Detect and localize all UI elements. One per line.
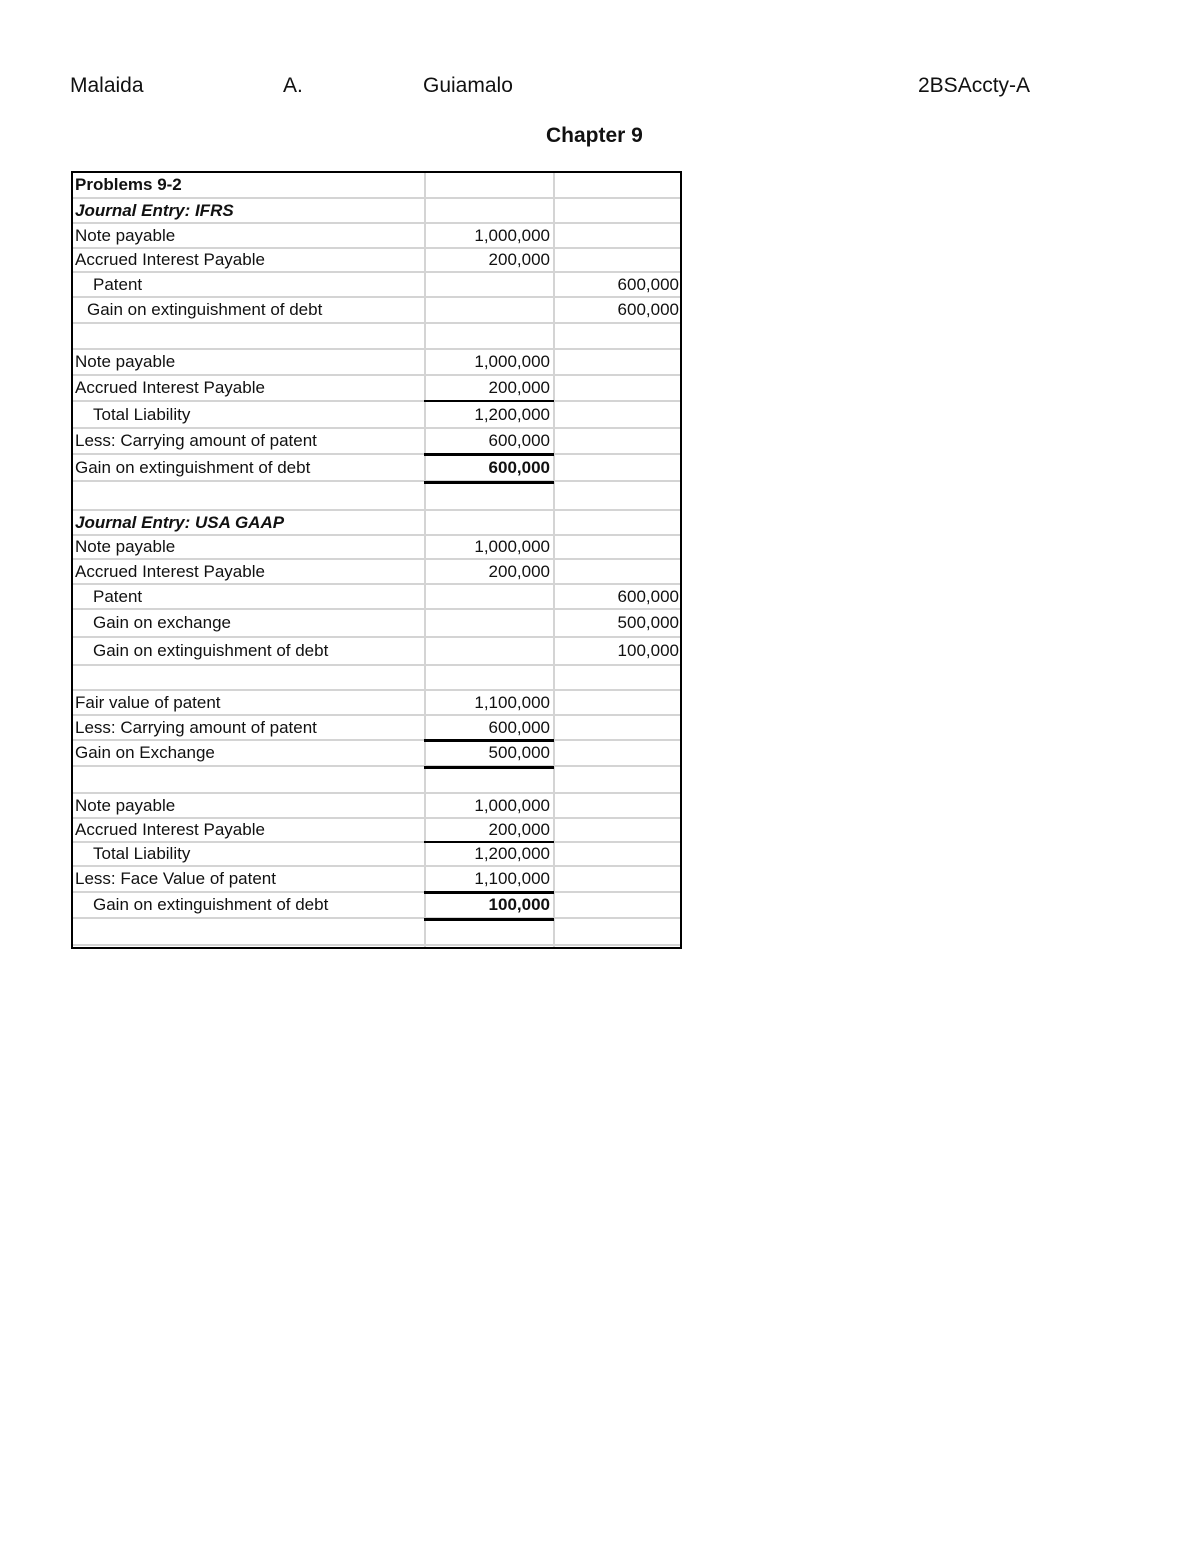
student-first-name: Malaida bbox=[70, 74, 144, 97]
debit-amount: 1,100,000 bbox=[474, 869, 550, 888]
single-underline bbox=[424, 892, 554, 894]
credit-amount: 100,000 bbox=[617, 641, 679, 660]
table-row bbox=[73, 767, 680, 794]
account-label: Accrued Interest Payable bbox=[75, 561, 265, 581]
account-label: Note payable bbox=[75, 537, 176, 556]
table-row bbox=[73, 666, 680, 691]
debit-amount: 1,000,000 bbox=[474, 537, 550, 556]
double-underline bbox=[424, 918, 554, 921]
account-label: Less: Carrying amount of patent bbox=[75, 431, 317, 450]
table-row bbox=[73, 741, 680, 767]
table-row bbox=[73, 350, 680, 376]
account-label: Journal Entry: IFRS bbox=[75, 200, 234, 220]
table-row bbox=[73, 691, 680, 716]
table-row bbox=[73, 867, 680, 893]
table-row bbox=[73, 402, 680, 429]
account-label: Gain on extinguishment of debt bbox=[93, 641, 329, 660]
debit-amount: 200,000 bbox=[488, 250, 550, 269]
double-underline bbox=[424, 481, 554, 484]
debit-amount: 200,000 bbox=[488, 820, 550, 839]
table-row bbox=[73, 376, 680, 402]
account-label: Less: Face Value of patent bbox=[75, 869, 276, 888]
table-row bbox=[73, 794, 680, 819]
table-row bbox=[73, 298, 680, 324]
debit-amount: 600,000 bbox=[488, 457, 550, 477]
table-row bbox=[73, 273, 680, 298]
account-label: Note payable bbox=[75, 225, 176, 245]
account-label: Total Liability bbox=[93, 404, 191, 424]
account-label: Problems 9-2 bbox=[75, 175, 182, 194]
table-row bbox=[73, 511, 680, 536]
account-label: Patent bbox=[93, 586, 143, 606]
class-section: 2BSAccty-A bbox=[918, 74, 1031, 97]
account-label: Total Liability bbox=[93, 844, 191, 863]
credit-amount: 600,000 bbox=[617, 586, 679, 606]
account-label: Gain on extinguishment of debt bbox=[93, 895, 329, 914]
account-label: Accrued Interest Payable bbox=[75, 250, 265, 269]
debit-amount: 1,000,000 bbox=[474, 352, 550, 371]
debit-amount: 500,000 bbox=[488, 743, 550, 762]
account-label: Patent bbox=[93, 274, 143, 294]
debit-amount: 1,000,000 bbox=[474, 795, 550, 815]
account-label: Accrued Interest Payable bbox=[75, 820, 265, 839]
student-middle-initial: A. bbox=[283, 74, 303, 97]
table-row bbox=[73, 819, 680, 843]
debit-amount: 1,200,000 bbox=[474, 844, 550, 863]
account-label: Note payable bbox=[75, 352, 176, 371]
table-row bbox=[73, 560, 680, 585]
table-row bbox=[73, 173, 680, 199]
table-row bbox=[73, 919, 680, 946]
account-label: Gain on Exchange bbox=[75, 743, 215, 762]
table-row bbox=[73, 249, 680, 273]
table-row bbox=[73, 893, 680, 919]
debit-amount: 1,000,000 bbox=[474, 225, 550, 245]
debit-amount: 200,000 bbox=[488, 378, 550, 397]
table-row bbox=[73, 455, 680, 482]
debit-amount: 600,000 bbox=[488, 431, 550, 450]
credit-amount: 500,000 bbox=[617, 613, 679, 632]
table-row bbox=[73, 843, 680, 867]
table-row bbox=[73, 324, 680, 350]
credit-amount: 600,000 bbox=[617, 274, 679, 294]
student-last-name: Guiamalo bbox=[423, 74, 513, 97]
single-underline bbox=[424, 400, 554, 402]
journal-worksheet bbox=[71, 171, 682, 949]
table-row bbox=[73, 224, 680, 249]
account-label: Gain on extinguishment of debt bbox=[87, 300, 323, 319]
debit-amount: 600,000 bbox=[488, 717, 550, 737]
credit-amount: 600,000 bbox=[617, 300, 679, 319]
single-underline bbox=[424, 454, 554, 456]
table-row bbox=[73, 716, 680, 741]
double-underline bbox=[424, 766, 554, 769]
table-row bbox=[73, 199, 680, 224]
table-row bbox=[73, 482, 680, 511]
account-label: Gain on extinguishment of debt bbox=[75, 457, 311, 477]
table-row bbox=[73, 585, 680, 610]
single-underline bbox=[424, 841, 554, 843]
table-row bbox=[73, 610, 680, 638]
account-label: Gain on exchange bbox=[93, 613, 231, 632]
debit-amount: 1,100,000 bbox=[474, 692, 550, 712]
chapter-title: Chapter 9 bbox=[546, 124, 643, 147]
debit-amount: 200,000 bbox=[488, 561, 550, 581]
account-label: Accrued Interest Payable bbox=[75, 378, 265, 397]
single-underline bbox=[424, 740, 554, 742]
account-label: Note payable bbox=[75, 795, 176, 815]
account-label: Journal Entry: USA GAAP bbox=[75, 512, 285, 532]
account-label: Fair value of patent bbox=[75, 692, 221, 712]
table-row bbox=[73, 536, 680, 560]
account-label: Less: Carrying amount of patent bbox=[75, 717, 317, 737]
debit-amount: 100,000 bbox=[488, 895, 550, 914]
table-row bbox=[73, 429, 680, 455]
debit-amount: 1,200,000 bbox=[474, 404, 550, 424]
table-row bbox=[73, 638, 680, 666]
